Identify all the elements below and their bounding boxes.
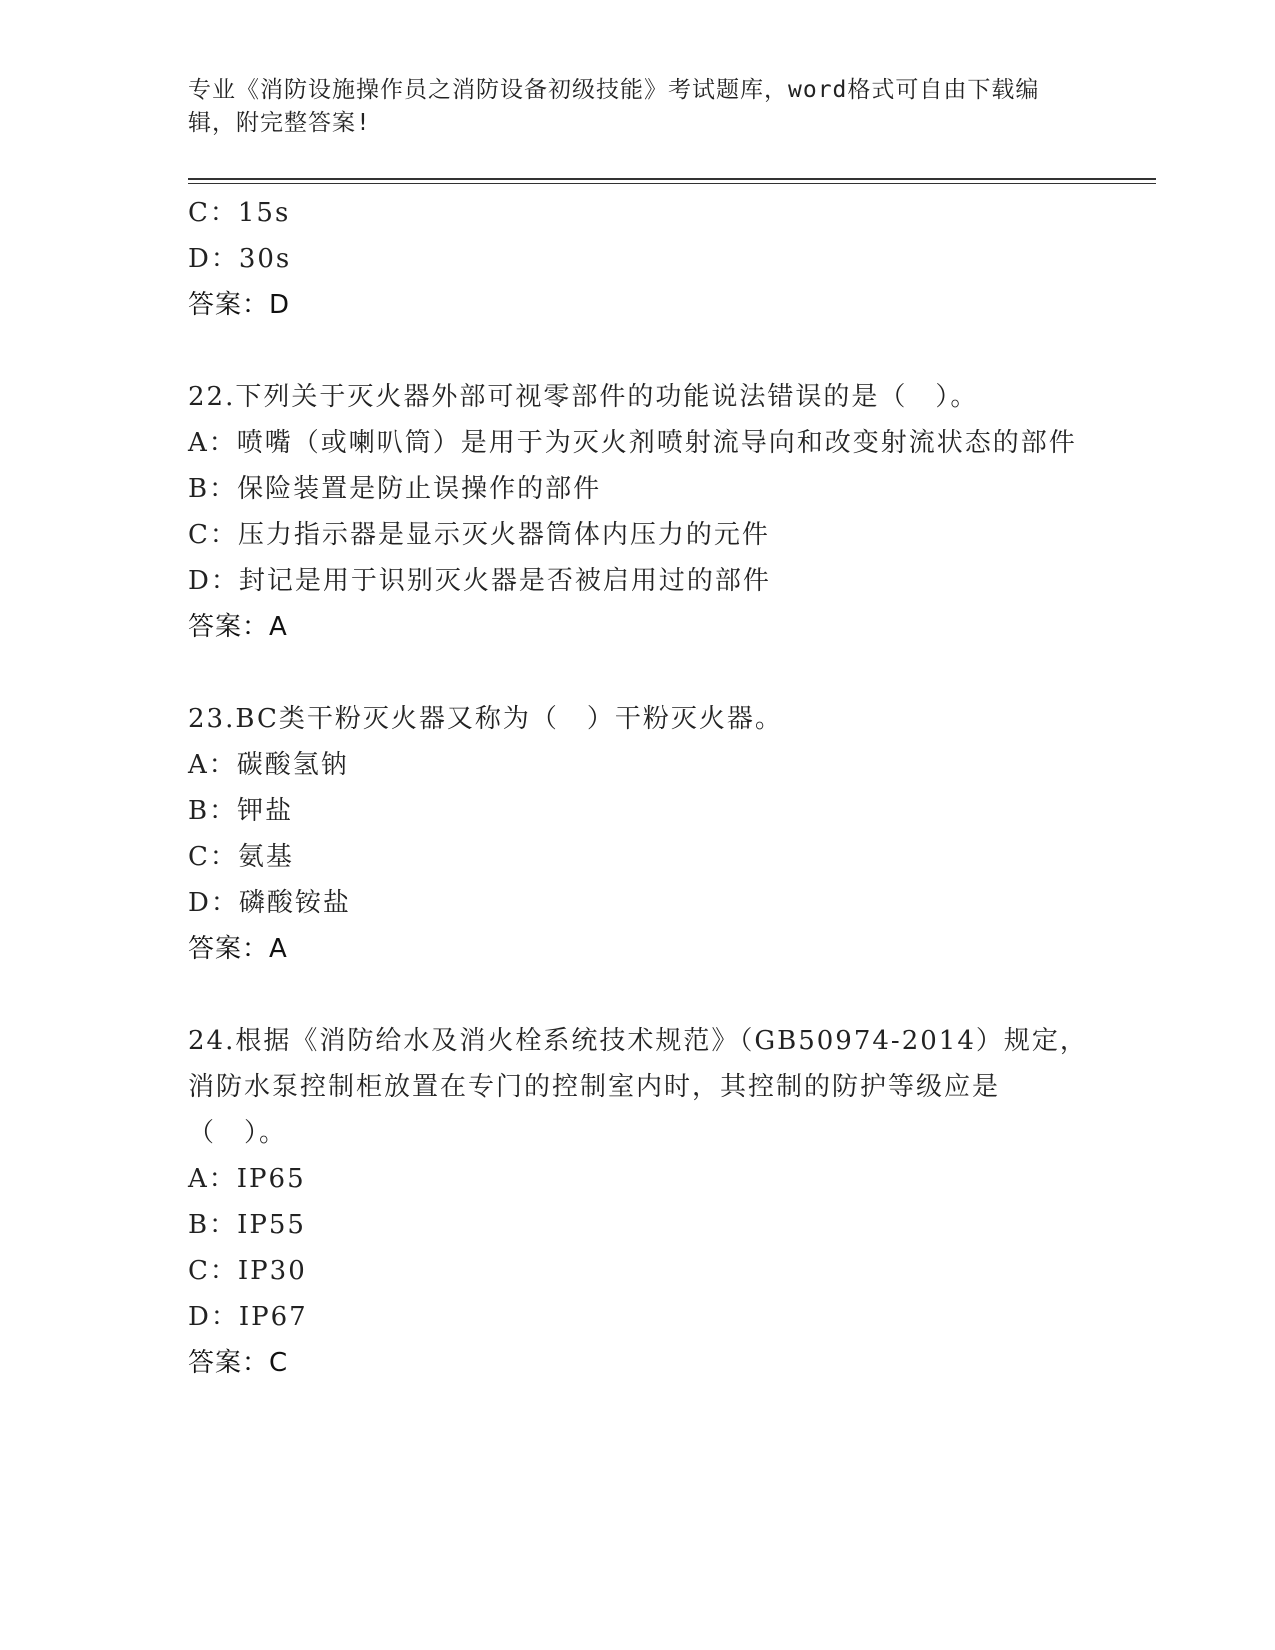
answer-label: 答案：A [188, 612, 288, 642]
question-stem: 22.下列关于灭火器外部可视零部件的功能说法错误的是（ ）。 [188, 382, 979, 412]
document-body [188, 190, 1088, 1386]
option-c: C：15s [188, 198, 291, 228]
question-stem: 23.BC类干粉灭火器又称为（ ）干粉灭火器。 [188, 704, 783, 734]
option-d: D：磷酸铵盐 [188, 888, 351, 918]
answer-label: 答案：A [188, 934, 288, 964]
header-rule-thick [188, 178, 1156, 180]
answer-label: 答案：D [188, 290, 291, 320]
option-c: C：IP30 [188, 1256, 307, 1286]
answer-label: 答案：C [188, 1348, 289, 1378]
question-24 [188, 1018, 1088, 1386]
option-b: B：保险装置是防止误操作的部件 [188, 474, 602, 504]
header-rule-thin [188, 183, 1156, 184]
question-22 [188, 374, 1088, 650]
option-c: C：压力指示器是显示灭火器筒体内压力的元件 [188, 520, 770, 550]
option-c: C：氨基 [188, 842, 294, 872]
option-d: D：30s [188, 244, 292, 274]
question-stem: 24.根据《消防给水及消火栓系统技术规范》（GB50974-2014）规定，消防水泵控制柜放置在专门的控制室内时，其控制的防护等级应是（ ）。 [188, 1026, 1088, 1148]
option-b: B：钾盐 [188, 796, 294, 826]
option-b: B：IP55 [188, 1210, 306, 1240]
option-d: D：封记是用于识别灭火器是否被启用过的部件 [188, 566, 771, 596]
option-a: A：喷嘴（或喇叭筒）是用于为灭火剂喷射流导向和改变射流状态的部件 [188, 428, 1077, 458]
page-header: 专业《消防设施操作员之消防设备初级技能》考试题库，word格式可自由下载编辑，附完整答案! [188, 77, 1040, 136]
option-a: A：碳酸氢钠 [188, 750, 349, 780]
option-a: A：IP65 [188, 1164, 306, 1194]
option-d: D：IP67 [188, 1302, 308, 1332]
question-23 [188, 696, 1088, 972]
continuation-block [188, 190, 1088, 328]
